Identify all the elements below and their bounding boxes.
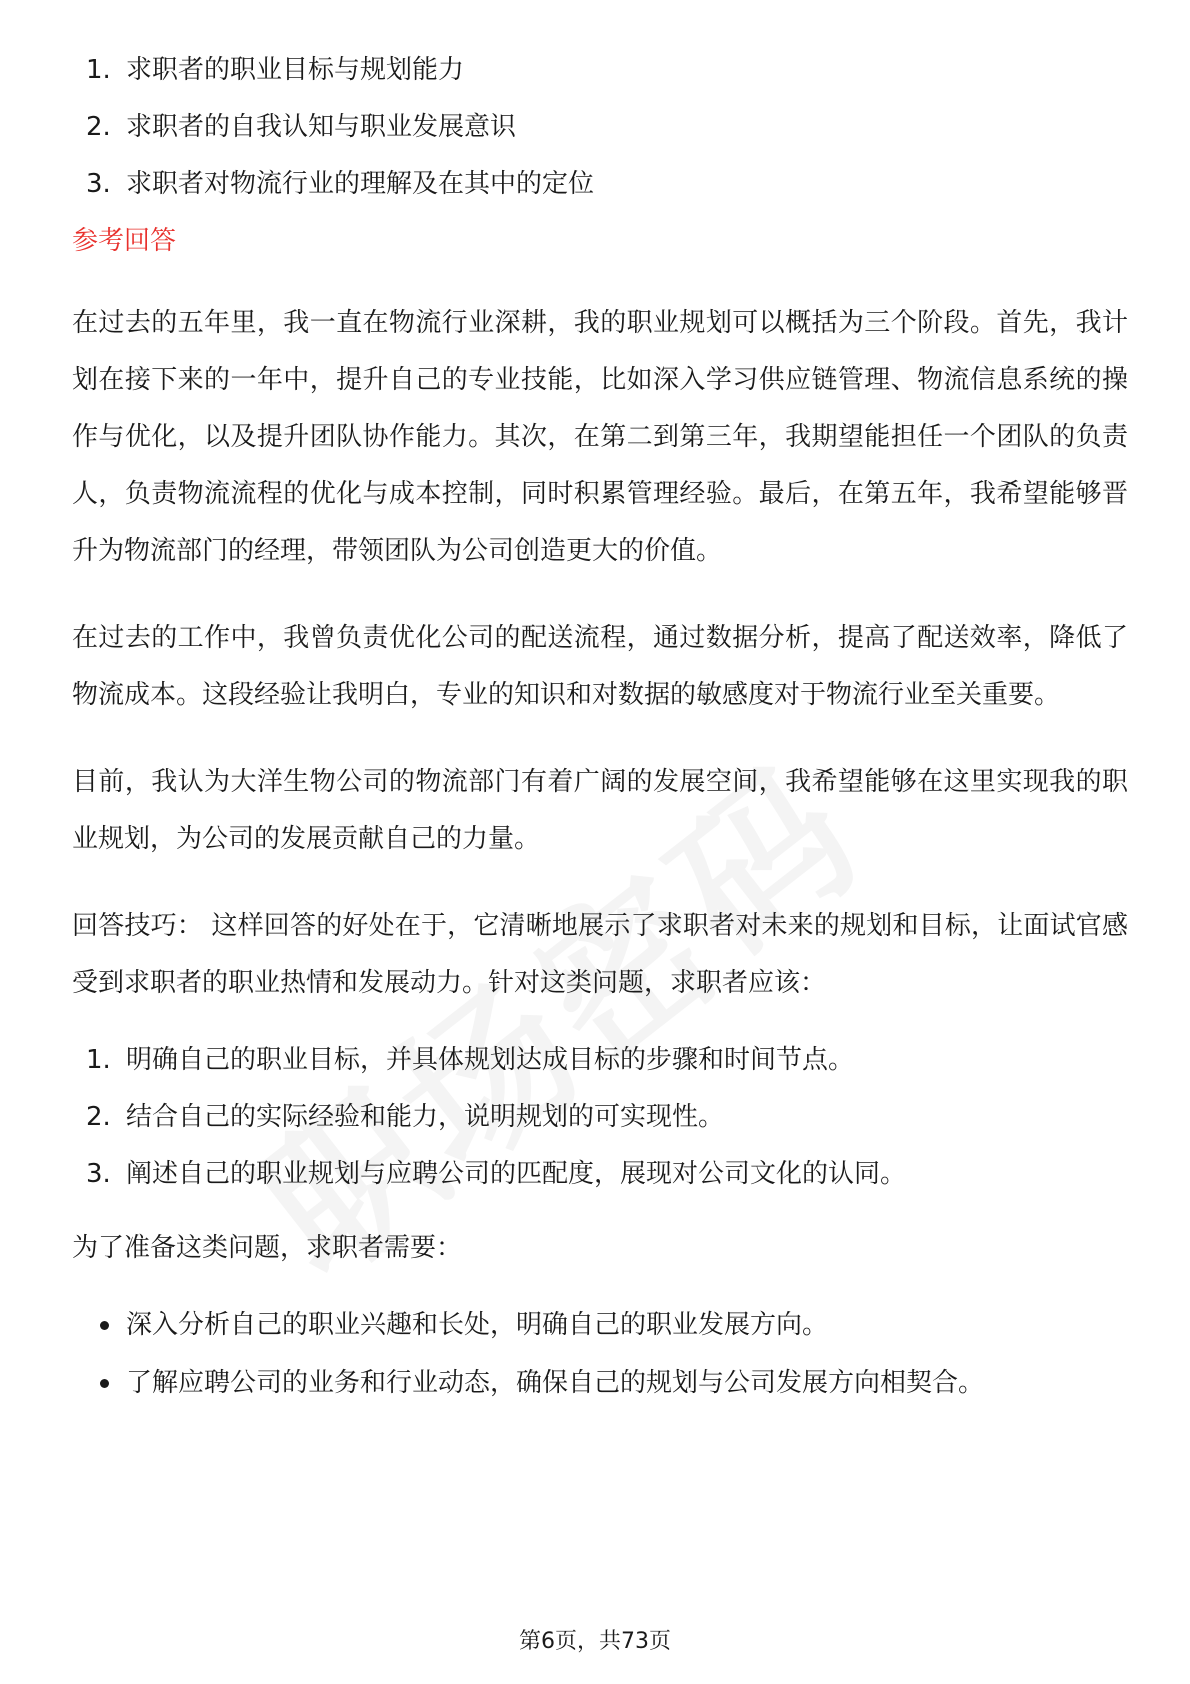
list-item xyxy=(72,109,1128,145)
paragraph-current: 目前，我认为大洋生物公司的物流部门有着广阔的发展空间，我希望能够在这里实现我的职业规划，为公司的发展贡献自己的力量。 xyxy=(72,767,1128,854)
list-text: 结合自己的实际经验和能力，说明规划的可实现性。 xyxy=(126,1102,725,1132)
answer-heading: 参考回答 xyxy=(72,226,177,256)
list-item xyxy=(72,52,1128,88)
list-item xyxy=(72,166,1128,202)
paragraph-tips: 回答技巧： 这样回答的好处在于，它清晰地展示了求职者对未来的规划和目标，让面试官感受到求职者的职业热情和发展动力。针对这类问题，求职者应该： xyxy=(72,911,1128,998)
list-item xyxy=(72,1307,1128,1343)
list-text: 深入分析自己的职业兴趣和长处，明确自己的职业发展方向。 xyxy=(126,1310,829,1340)
list-number: 1. xyxy=(86,1045,111,1075)
page-footer: 第6页，共73页 xyxy=(519,1629,671,1654)
list-number: 3. xyxy=(86,169,111,199)
list-number: 1. xyxy=(86,55,111,85)
list-item xyxy=(72,1042,1128,1078)
list-item xyxy=(72,1156,1128,1192)
list-item xyxy=(72,1099,1128,1135)
list-text: 求职者对物流行业的理解及在其中的定位 xyxy=(126,169,595,199)
list-number: 3. xyxy=(86,1159,111,1189)
document-page xyxy=(72,52,1128,1423)
list-item xyxy=(72,1365,1128,1401)
intro-list xyxy=(72,52,1128,202)
list-text: 明确自己的职业目标，并具体规划达成目标的步骤和时间节点。 xyxy=(126,1045,855,1075)
paragraph-plan: 在过去的五年里，我一直在物流行业深耕，我的职业规划可以概括为三个阶段。首先，我计划在接下来的一年中，提升自己的专业技能，比如深入学习供应链管理、物流信息系统的操作与优化，以及提升团队协作能力。其次，在第二到第三年，我期望能担任一个团队的负责人，负责物流流程的优化与成本控制，同时积累管理经验。最后，在第五年，我希望能够晋升为物流部门的经理，带领团队为公司创造更大的价值。 xyxy=(72,308,1128,566)
list-text: 求职者的职业目标与规划能力 xyxy=(126,55,465,85)
list-text: 阐述自己的职业规划与应聘公司的匹配度，展现对公司文化的认同。 xyxy=(126,1159,907,1189)
paragraph-prep: 为了准备这类问题，求职者需要： xyxy=(72,1233,463,1263)
list-number: 2. xyxy=(86,1102,111,1132)
list-text: 求职者的自我认知与职业发展意识 xyxy=(126,112,517,142)
paragraph-experience: 在过去的工作中，我曾负责优化公司的配送流程，通过数据分析，提高了配送效率，降低了物流成本。这段经验让我明白，专业的知识和对数据的敏感度对于物流行业至关重要。 xyxy=(72,623,1128,710)
tips-list xyxy=(72,1042,1128,1192)
list-text: 了解应聘公司的业务和行业动态，确保自己的规划与公司发展方向相契合。 xyxy=(126,1368,985,1398)
bullet-icon xyxy=(100,1379,109,1388)
bullet-icon xyxy=(100,1321,109,1330)
list-number: 2. xyxy=(86,112,111,142)
prep-list xyxy=(72,1307,1128,1401)
